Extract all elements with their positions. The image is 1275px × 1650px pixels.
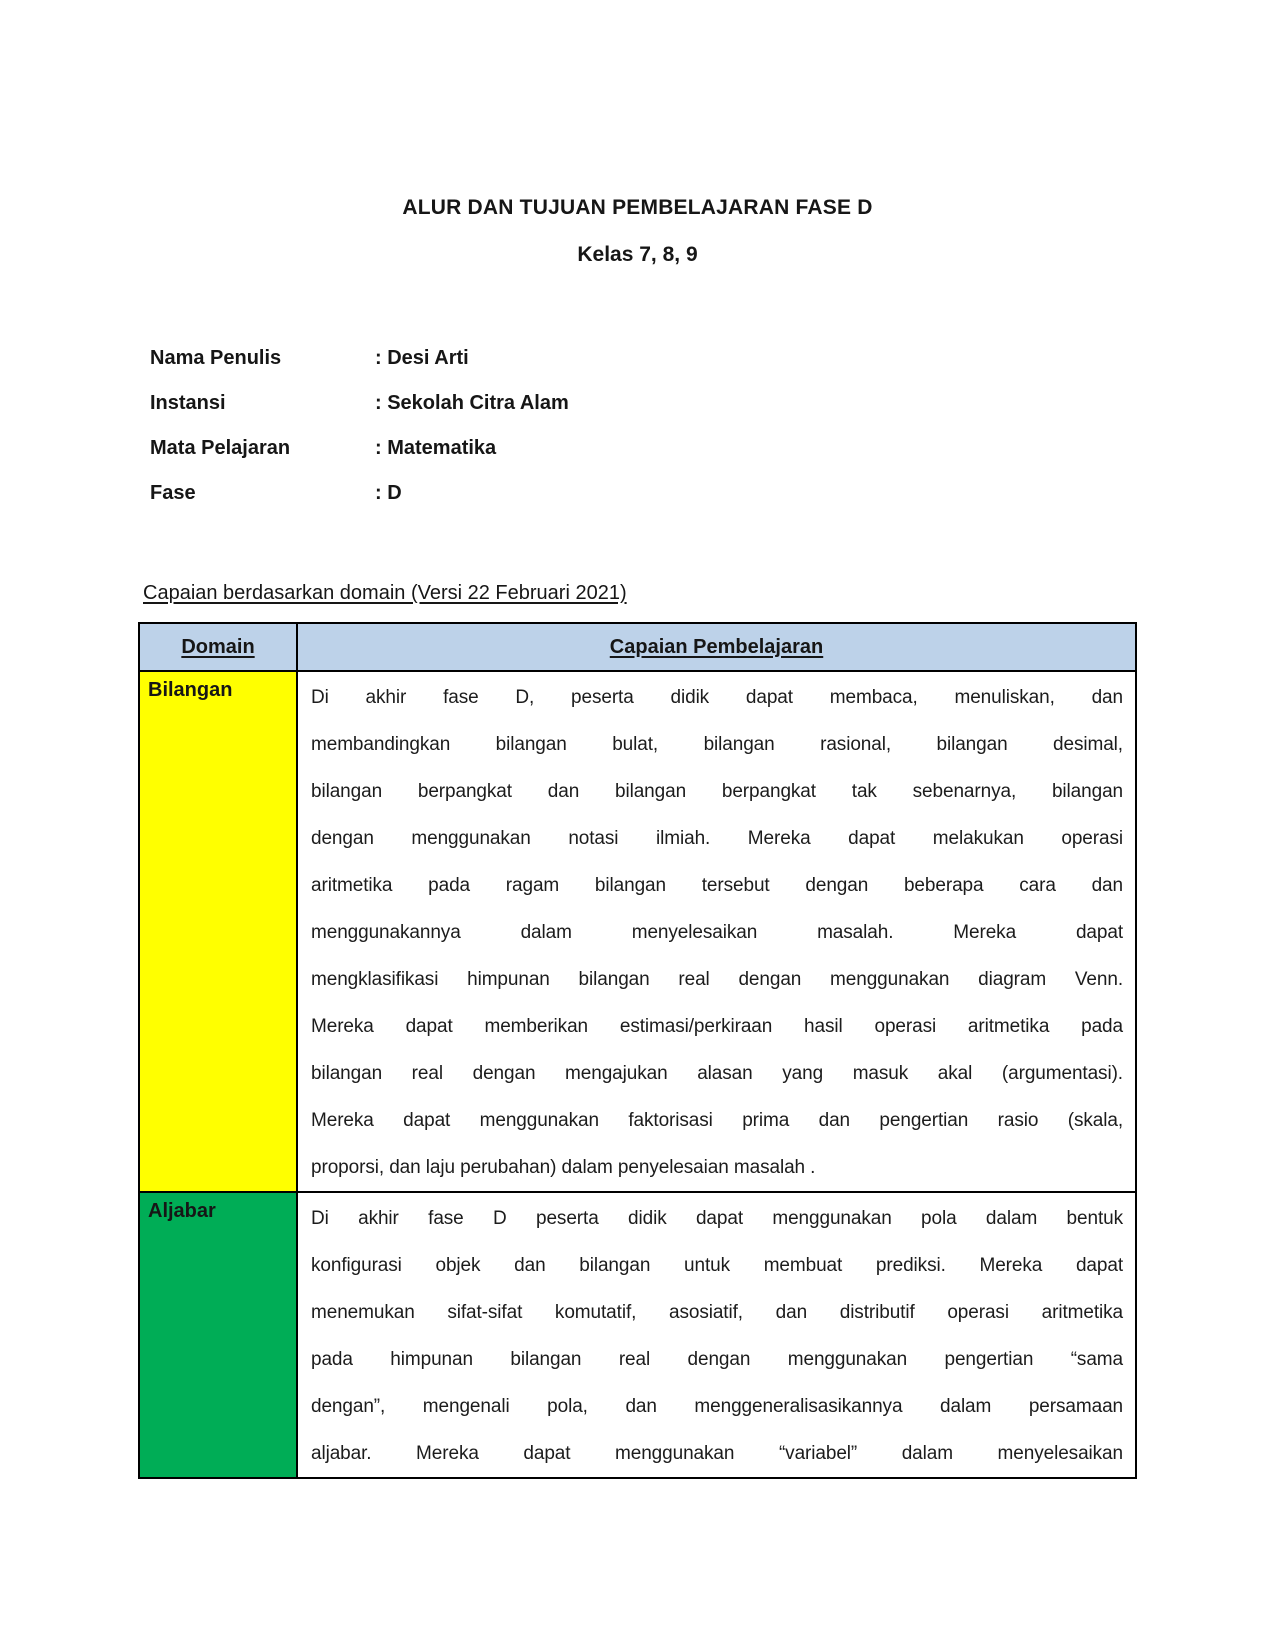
metadata-value: : Matematika: [375, 437, 497, 459]
section-heading: Capaian berdasarkan domain (Versi 22 Februari 2021): [143, 582, 627, 604]
table-header-row: [139, 623, 1136, 671]
metadata-row-instansi: [150, 381, 850, 426]
paragraph-line: bilangan real dengan mengajukan alasan yang masuk akal (argumentasi).: [311, 1063, 1123, 1084]
metadata-block: [150, 336, 850, 516]
table-header-capaian-label: Capaian Pembelajaran: [609, 635, 824, 658]
paragraph-line: pada himpunan bilangan real dengan menggunakan pengertian “sama: [311, 1349, 1123, 1370]
domain-cell-aljabar: Aljabar: [139, 1192, 297, 1478]
capaian-cell-bilangan: [297, 671, 1136, 1192]
metadata-row-fase: [150, 471, 850, 516]
metadata-label: Nama Penulis: [150, 347, 282, 369]
paragraph-line: proporsi, dan laju perubahan) dalam penyelesaian masalah .: [311, 1157, 816, 1178]
table-header-domain-label: Domain: [181, 635, 255, 658]
capaian-table: [138, 622, 1137, 1479]
paragraph-line: bilangan berpangkat dan bilangan berpangkat tak sebenarnya, bilangan: [311, 781, 1123, 802]
paragraph-line: menggunakannya dalam menyelesaikan masalah. Mereka dapat: [311, 922, 1123, 943]
paragraph-line: menemukan sifat-sifat komutatif, asosiatif, dan distributif operasi aritmetika: [311, 1302, 1123, 1323]
paragraph-line: Mereka dapat menggunakan faktorisasi prima dan pengertian rasio (skala,: [311, 1110, 1123, 1131]
metadata-label: Instansi: [150, 392, 226, 414]
paragraph-line: aritmetika pada ragam bilangan tersebut dengan beberapa cara dan: [311, 875, 1123, 896]
table-header-domain: [139, 623, 297, 671]
paragraph-line: mengklasifikasi himpunan bilangan real dengan menggunakan diagram Venn.: [311, 969, 1123, 990]
paragraph-line: dengan”, mengenali pola, dan menggeneralisasikannya dalam persamaan: [311, 1396, 1123, 1417]
table-header-capaian: [297, 623, 1136, 671]
domain-cell-bilangan: Bilangan: [139, 671, 297, 1192]
metadata-value: : D: [375, 482, 402, 504]
paragraph-line: konfigurasi objek dan bilangan untuk membuat prediksi. Mereka dapat: [311, 1255, 1123, 1276]
paragraph-line: Mereka dapat memberikan estimasi/perkiraan hasil operasi aritmetika pada: [311, 1016, 1123, 1037]
document-title: ALUR DAN TUJUAN PEMBELAJARAN FASE D: [402, 196, 873, 219]
paragraph-line: aljabar. Mereka dapat menggunakan “variabel” dalam menyelesaikan: [311, 1443, 1123, 1464]
metadata-row-mata-pelajaran: [150, 426, 850, 471]
metadata-label: Fase: [150, 482, 196, 504]
table-row-bilangan: [139, 671, 1136, 1192]
table-row-aljabar: [139, 1192, 1136, 1478]
paragraph-line: dengan menggunakan notasi ilmiah. Mereka dapat melakukan operasi: [311, 828, 1123, 849]
metadata-value: : Desi Arti: [375, 347, 469, 369]
document-subtitle: Kelas 7, 8, 9: [577, 243, 698, 266]
metadata-label: Mata Pelajaran: [150, 437, 291, 459]
capaian-cell-aljabar: [297, 1192, 1136, 1478]
metadata-value: : Sekolah Citra Alam: [375, 392, 569, 414]
metadata-row-nama-penulis: [150, 336, 850, 381]
paragraph-line: Di akhir fase D, peserta didik dapat membaca, menuliskan, dan: [311, 687, 1123, 708]
paragraph-line: membandingkan bilangan bulat, bilangan rasional, bilangan desimal,: [311, 734, 1123, 755]
paragraph-line: Di akhir fase D peserta didik dapat menggunakan pola dalam bentuk: [311, 1208, 1123, 1229]
